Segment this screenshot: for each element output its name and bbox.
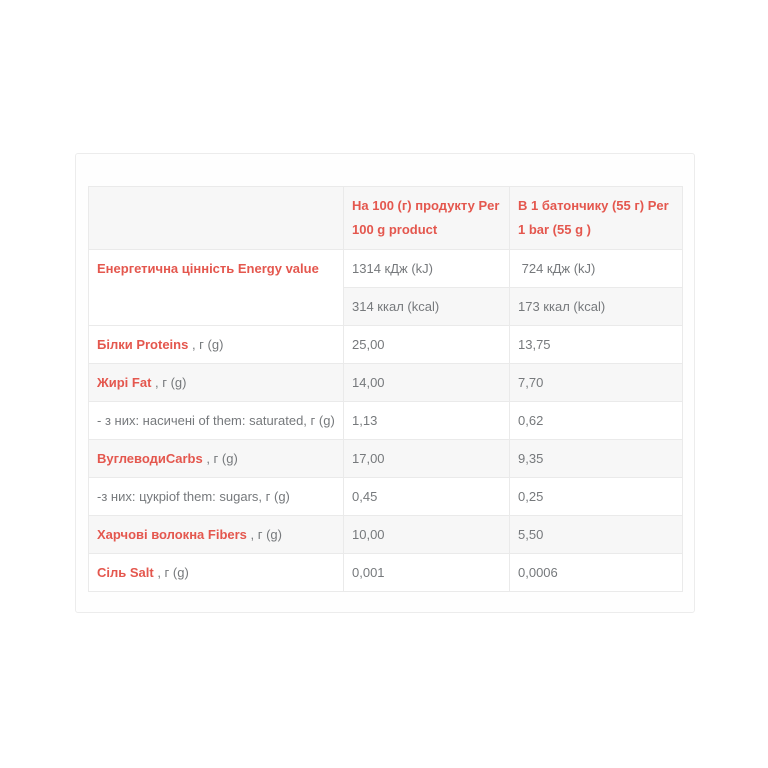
- energy-kj-per-100g: 1314 кДж (kJ): [344, 250, 510, 288]
- header-empty-cell: [89, 187, 344, 250]
- proteins-per-bar: 13,75: [510, 326, 683, 364]
- nutrient-unit: , г (g): [153, 565, 189, 580]
- sugars-per-bar: 0,25: [510, 478, 683, 516]
- carbs-per-bar: 9,35: [510, 440, 683, 478]
- table-row-fat: [89, 364, 683, 402]
- nutrient-unit: , г (g): [246, 527, 282, 542]
- header-per-bar: В 1 батончику (55 г) Per 1 bar (55 g ): [510, 187, 683, 250]
- product-nutrition-panel: [75, 153, 695, 613]
- saturated-fat-label: [89, 402, 344, 440]
- nutrient-name: Жирі Fat: [97, 375, 152, 390]
- nutrient-unit: , г (g): [202, 451, 238, 466]
- table-row-carbs: [89, 440, 683, 478]
- energy-kj-per-bar: 724 кДж (kJ): [510, 250, 683, 288]
- fibers-label: [89, 516, 344, 554]
- nutrient-unit: - з них: насичені of them: saturated, г (g): [97, 413, 335, 428]
- nutrient-name: Харчові волокна Fibers: [97, 527, 247, 542]
- fibers-per-bar: 5,50: [510, 516, 683, 554]
- header-per-100g: На 100 (г) продукту Per 100 g product: [344, 187, 510, 250]
- table-header-row: [89, 187, 683, 250]
- carbs-per-100g: 17,00: [344, 440, 510, 478]
- nutrient-name: Сіль Salt: [97, 565, 154, 580]
- salt-label: [89, 554, 344, 592]
- nutrient-unit: , г (g): [151, 375, 187, 390]
- nutrient-name: ВуглеводиCarbs: [97, 451, 203, 466]
- nutrient-name: Енергетична цінність Energy value: [97, 261, 319, 276]
- table-row-fibers: [89, 516, 683, 554]
- carbs-label: [89, 440, 344, 478]
- energy-value-label: [89, 250, 344, 326]
- sugars-label: [89, 478, 344, 516]
- saturated-fat-per-100g: 1,13: [344, 402, 510, 440]
- table-row-energy-kj: [89, 250, 683, 288]
- nutrition-table: [88, 186, 683, 592]
- nutrient-unit: -з них: цукріof them: sugars, г (g): [97, 489, 290, 504]
- fat-per-100g: 14,00: [344, 364, 510, 402]
- energy-kcal-per-bar: 173 ккал (kcal): [510, 288, 683, 326]
- proteins-per-100g: 25,00: [344, 326, 510, 364]
- nutrient-unit: , г (g): [188, 337, 224, 352]
- table-row-saturated-fat: [89, 402, 683, 440]
- fat-per-bar: 7,70: [510, 364, 683, 402]
- proteins-label: [89, 326, 344, 364]
- salt-per-bar: 0,0006: [510, 554, 683, 592]
- fat-label: [89, 364, 344, 402]
- table-row-sugars: [89, 478, 683, 516]
- nutrient-name: Білки Proteins: [97, 337, 189, 352]
- salt-per-100g: 0,001: [344, 554, 510, 592]
- table-row-proteins: [89, 326, 683, 364]
- sugars-per-100g: 0,45: [344, 478, 510, 516]
- table-row-salt: [89, 554, 683, 592]
- saturated-fat-per-bar: 0,62: [510, 402, 683, 440]
- fibers-per-100g: 10,00: [344, 516, 510, 554]
- energy-kcal-per-100g: 314 ккал (kcal): [344, 288, 510, 326]
